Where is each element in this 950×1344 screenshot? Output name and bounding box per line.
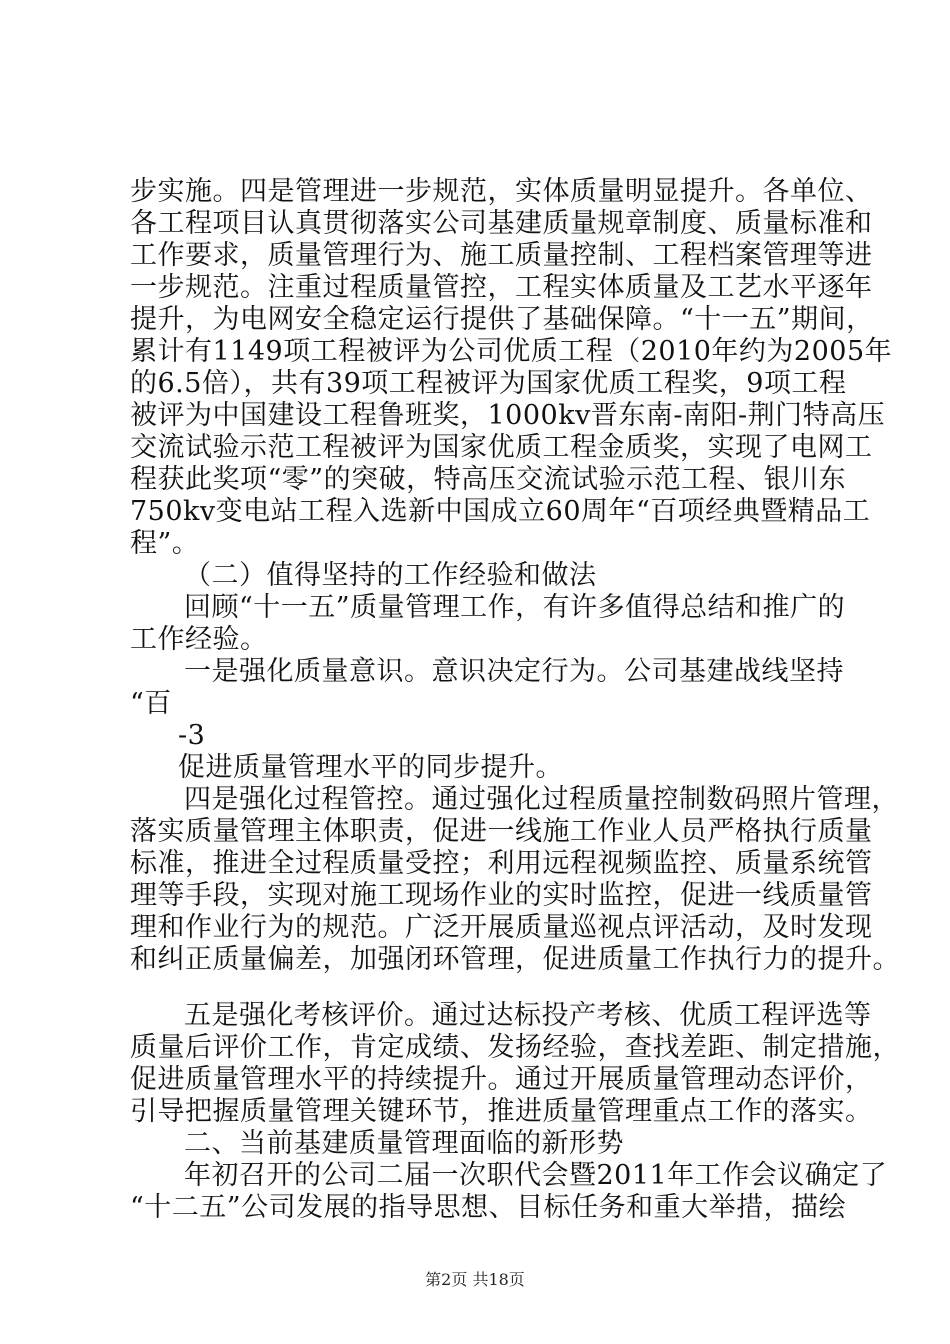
text-line: 一是强化质量意识。意识决定行为。公司基建战线坚持	[184, 656, 844, 687]
text-line: 四是强化过程管控。通过强化过程质量控制数码照片管理，	[184, 784, 899, 815]
text-line: 各工程项目认真贯彻落实公司基建质量规章制度、质量标准和	[130, 208, 873, 239]
text-line: 质量后评价工作，肯定成绩、发扬经验，查找差距、制定措施，	[130, 1032, 900, 1063]
section-heading: （二）值得坚持的工作经验和做法	[184, 560, 597, 591]
text-line: 步实施。四是管理进一步规范，实体质量明显提升。各单位、	[130, 176, 873, 207]
text-line: 年初召开的公司二届一次职代会暨2011年工作会议确定了	[184, 1160, 888, 1191]
text-line: 落实质量管理主体职责，促进一线施工作业人员严格执行质量	[130, 816, 873, 847]
page-fragment-marker: -3	[178, 720, 206, 751]
text-line: 引导把握质量管理关键环节，推进质量管理重点工作的落实。	[130, 1096, 873, 1127]
text-line: 累计有1149项工程被评为公司优质工程（2010年约为2005年	[130, 336, 893, 367]
text-line: 理和作业行为的规范。广泛开展质量巡视点评活动，及时发现	[130, 912, 873, 943]
text-line: 一步规范。注重过程质量管控，工程实体质量及工艺水平逐年	[130, 272, 873, 303]
text-line: 被评为中国建设工程鲁班奖，1000kv晋东南-南阳-荆门特高压	[130, 400, 886, 431]
text-line: “百	[130, 688, 172, 719]
text-line: 程获此奖项“零”的突破，特高压交流试验示范工程、银川东	[130, 464, 847, 495]
section-heading: 二、当前基建质量管理面临的新形势	[184, 1128, 624, 1159]
text-line: 提升，为电网安全稳定运行提供了基础保障。“十一五”期间，	[130, 304, 874, 335]
text-line: 回顾“十一五”质量管理工作，有许多值得总结和推广的	[184, 592, 846, 623]
text-line: 的6.5倍），共有39项工程被评为国家优质工程奖，9项工程	[130, 368, 847, 399]
text-line: 理等手段，实现对施工现场作业的实时监控，促进一线质量管	[130, 880, 873, 911]
text-line: 工作要求，质量管理行为、施工质量控制、工程档案管理等进	[130, 240, 873, 271]
text-line: 五是强化考核评价。通过达标投产考核、优质工程评选等	[184, 1000, 872, 1031]
text-line: 程”。	[130, 528, 200, 559]
text-line: “十二五”公司发展的指导思想、目标任务和重大举措，描绘	[130, 1192, 847, 1223]
text-line: 750kv变电站工程入选新中国成立60周年“百项经典暨精品工	[130, 496, 871, 527]
text-line: 促进质量管理水平的持续提升。通过开展质量管理动态评价，	[130, 1064, 873, 1095]
text-line: 促进质量管理水平的同步提升。	[178, 752, 563, 783]
text-line: 和纠正质量偏差，加强闭环管理，促进质量工作执行力的提升。	[130, 944, 900, 975]
text-line: 工作经验。	[130, 624, 268, 655]
text-line: 交流试验示范工程被评为国家优质工程金质奖，实现了电网工	[130, 432, 873, 463]
text-line: 标准，推进全过程质量受控；利用远程视频监控、质量系统管	[130, 848, 873, 879]
page-footer: 第2页 共18页	[425, 1270, 525, 1289]
